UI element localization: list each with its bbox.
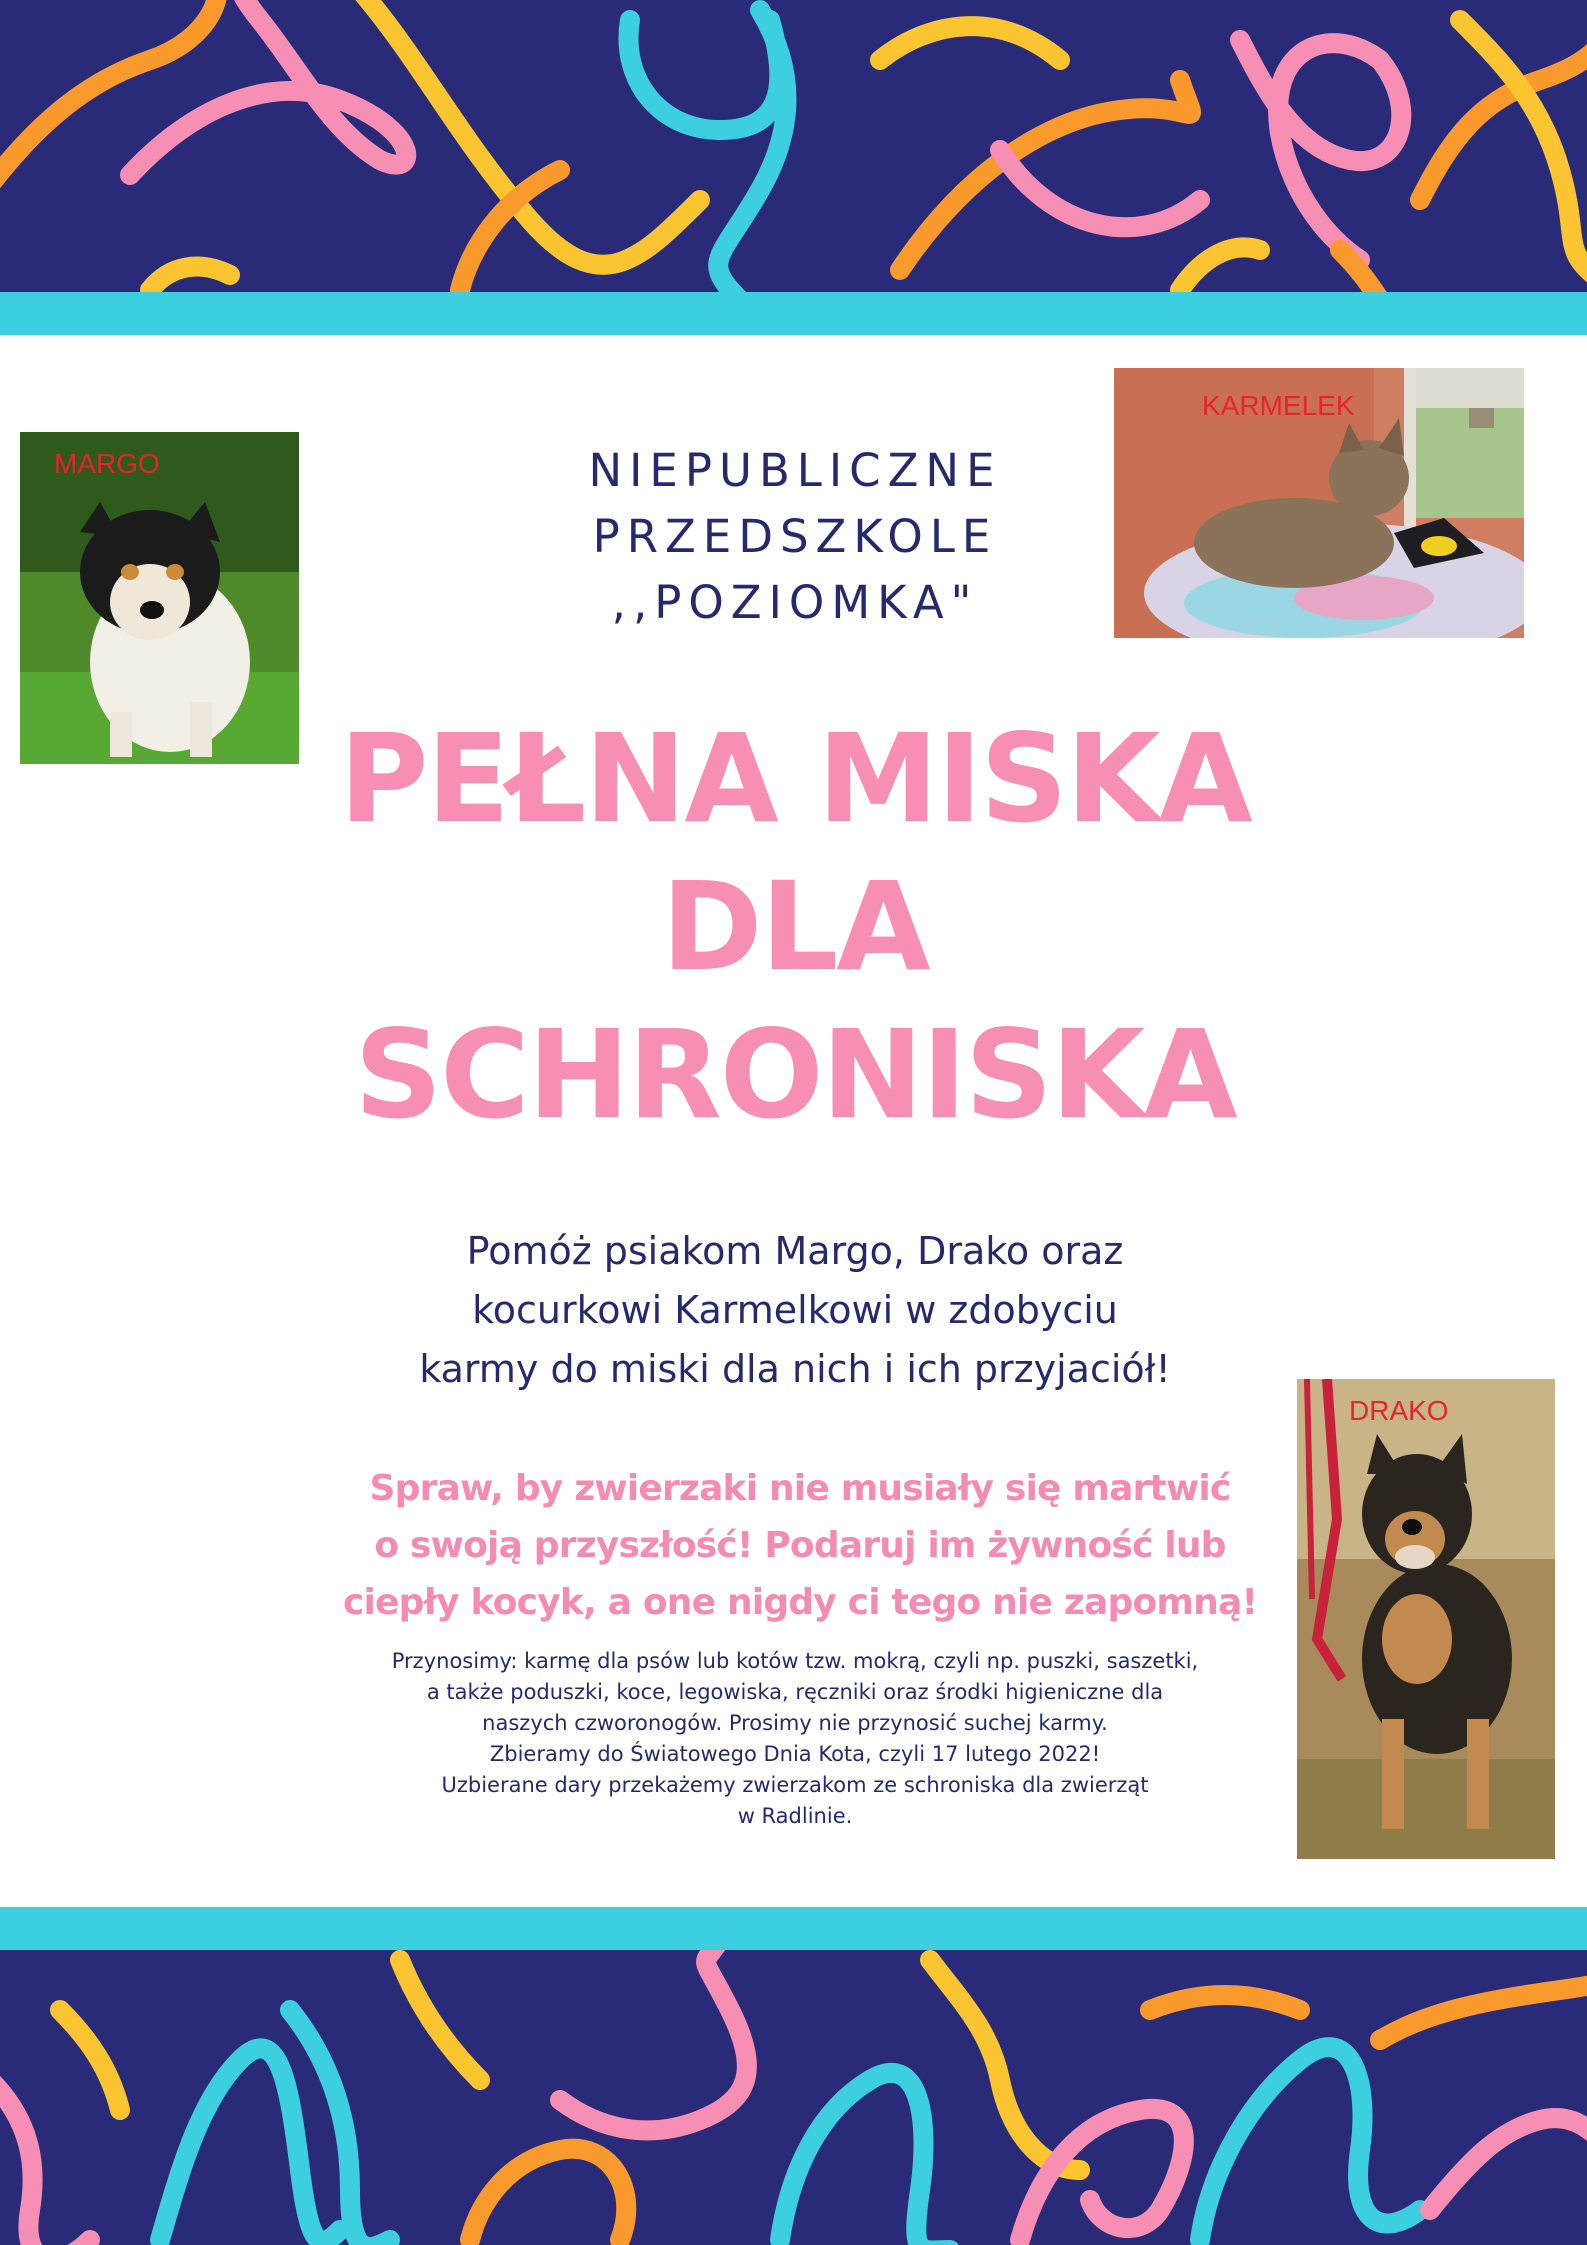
dog-photo: [20, 432, 299, 764]
appeal-text: [275, 1460, 1325, 1631]
details-line: w Radlinie.: [737, 1804, 853, 1828]
intro-line: kocurkowi Karmelkowi w zdobyciu: [472, 1288, 1118, 1332]
bottom-cyan-stripe: [0, 1907, 1587, 1950]
margo-photo: [20, 432, 299, 764]
top-banner: [0, 0, 1587, 292]
school-name-line: ,,POZIOMKA": [611, 576, 979, 629]
details-line: Zbieramy do Światowego Dnia Kota, czyli 17 lutego 2022!: [489, 1742, 1101, 1766]
appeal-line: ciepły kocyk, a one nigdy ci tego nie zapomną!: [342, 1582, 1258, 1623]
details-text: [340, 1646, 1250, 1832]
drako-label: DRAKO: [1349, 1395, 1449, 1426]
karmelek-label: KARMELEK: [1202, 390, 1355, 421]
karmelek-photo: [1114, 368, 1524, 638]
school-name: [480, 438, 1110, 636]
margo-label: MARGO: [54, 448, 160, 479]
details-line: naszych czworonogów. Prosimy nie przynosić suchej karmy.: [482, 1711, 1108, 1735]
intro-line: Pomóż psiakom Margo, Drako oraz: [466, 1229, 1124, 1273]
details-line: Przynosimy: karmę dla psów lub kotów tzw. mokrą, czyli np. puszki, saszetki,: [391, 1649, 1199, 1673]
top-cyan-stripe: [0, 292, 1587, 335]
squiggle-decoration: [0, 1950, 1587, 2245]
title-line: PEŁNA MISKA: [339, 708, 1251, 850]
intro-text: [290, 1222, 1300, 1399]
dog-photo: [1297, 1379, 1555, 1859]
bottom-banner: [0, 1950, 1587, 2245]
appeal-line: Spraw, by zwierzaki nie musiały się martwić: [369, 1468, 1231, 1509]
title-line: DLA: [661, 856, 929, 998]
school-name-line: NIEPUBLICZNE: [588, 444, 1002, 497]
drako-photo: [1297, 1379, 1555, 1859]
appeal-line: o swoją przyszłość! Podaruj im żywność lub: [374, 1525, 1226, 1566]
school-name-line: PRZEDSZKOLE: [592, 510, 998, 563]
intro-line: karmy do miski dla nich i ich przyjaciół!: [419, 1347, 1171, 1391]
details-line: a także poduszki, koce, legowiska, ręczniki oraz środki higieniczne dla: [426, 1680, 1164, 1704]
title-line: SCHRONISKA: [354, 1004, 1236, 1146]
squiggle-decoration: [0, 0, 1587, 292]
details-line: Uzbierane dary przekażemy zwierzakom ze schroniska dla zwierząt: [441, 1773, 1149, 1797]
page-title: [260, 705, 1330, 1149]
